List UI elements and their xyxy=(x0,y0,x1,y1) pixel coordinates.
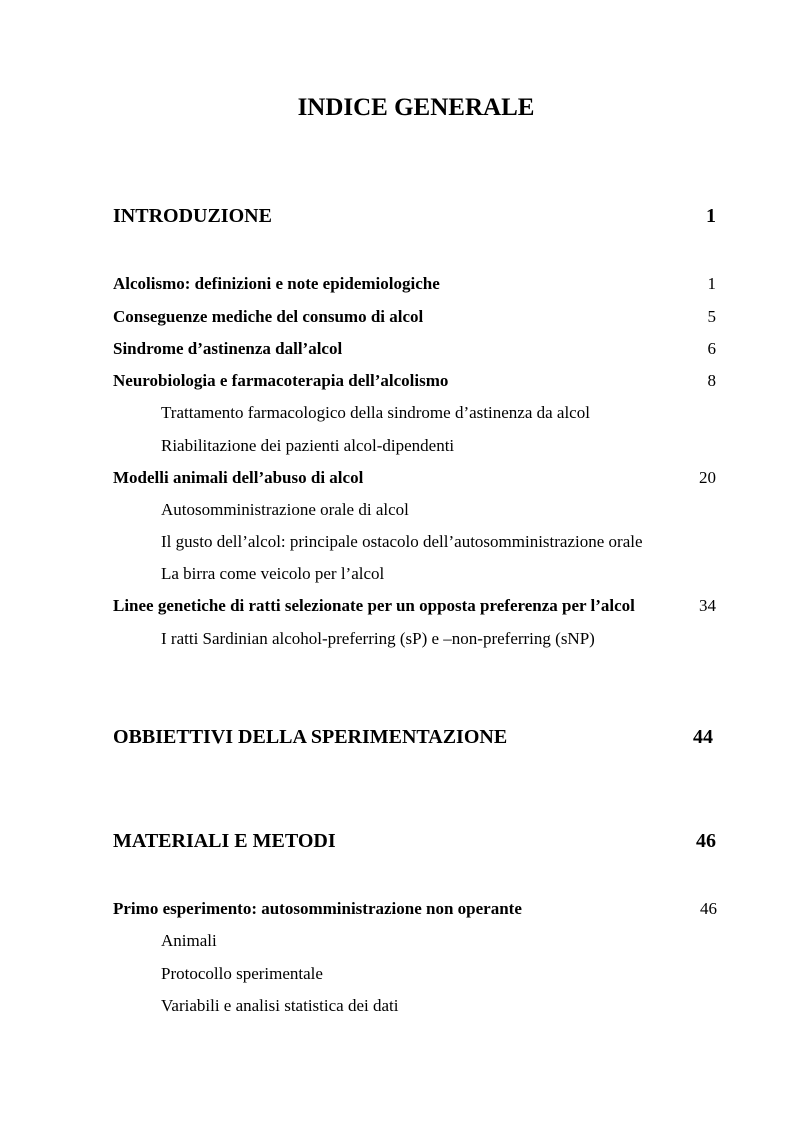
toc-subsection[interactable] xyxy=(161,531,716,553)
toc-page-number: 46 xyxy=(696,830,716,852)
toc-entry-text: Riabilitazione dei pazienti alcol-dipendenti xyxy=(161,436,455,455)
toc-subsection[interactable] xyxy=(161,402,716,424)
toc-page-number: 46 xyxy=(700,899,717,918)
toc-section[interactable] xyxy=(113,595,716,617)
toc-section[interactable] xyxy=(113,306,716,328)
toc-entry-text: Animali xyxy=(161,931,217,950)
toc-page-number: 1 xyxy=(706,205,716,227)
toc-entry-text: Sindrome d’astinenza dall’alcol xyxy=(113,339,343,358)
toc-entry-text: Il gusto dell’alcol: principale ostacolo dell’autosomministrazione orale xyxy=(161,532,643,551)
toc-subsection[interactable] xyxy=(161,995,716,1017)
toc-section[interactable] xyxy=(113,370,716,392)
toc-entry-text: Neurobiologia e farmacoterapia dell’alcolismo xyxy=(113,371,449,390)
toc-entry-text: Conseguenze mediche del consumo di alcol xyxy=(113,307,424,326)
toc-chapter[interactable] xyxy=(113,203,716,229)
toc-subsection[interactable] xyxy=(161,563,716,585)
toc-entry-text: INTRODUZIONE xyxy=(113,205,272,227)
toc-chapter[interactable] xyxy=(113,724,713,750)
toc-entry-text: I ratti Sardinian alcohol-preferring (sP) e –non-preferring (sNP) xyxy=(161,629,595,648)
toc-section[interactable] xyxy=(113,898,717,920)
toc-page-number: 6 xyxy=(707,339,716,358)
toc-page-number: 5 xyxy=(707,307,716,326)
toc-page-number: 34 xyxy=(699,596,716,615)
toc-section[interactable] xyxy=(113,273,716,295)
toc-entry-text: Linee genetiche di ratti selezionate per un opposta preferenza per l’alcol xyxy=(113,596,635,615)
toc-entry-text: MATERIALI E METODI xyxy=(113,830,336,852)
toc-entry-text: Primo esperimento: autosomministrazione non operante xyxy=(113,899,522,918)
toc-entry-text: Autosomministrazione orale di alcol xyxy=(161,500,409,519)
toc-entry-text: Trattamento farmacologico della sindrome d’astinenza da alcol xyxy=(161,403,590,422)
toc-subsection[interactable] xyxy=(161,499,716,521)
toc-section[interactable] xyxy=(113,467,716,489)
toc-page-number: 8 xyxy=(707,371,716,390)
toc-subsection[interactable] xyxy=(161,930,716,952)
page-title: INDICE GENERALE xyxy=(297,94,535,121)
toc-entry-text: Alcolismo: definizioni e note epidemiologiche xyxy=(113,274,440,293)
toc-entry-text: La birra come veicolo per l’alcol xyxy=(161,564,385,583)
toc-entry-text: Protocollo sperimentale xyxy=(161,964,323,983)
toc-page-number: 20 xyxy=(699,468,716,487)
toc-entry-text: OBBIETTIVI DELLA SPERIMENTAZIONE xyxy=(113,726,508,748)
toc-page-number: 44 xyxy=(693,726,713,748)
toc-subsection[interactable] xyxy=(161,963,716,985)
toc-entry-text: Variabili e analisi statistica dei dati xyxy=(161,996,399,1015)
toc-chapter[interactable] xyxy=(113,828,716,854)
toc-section[interactable] xyxy=(113,338,716,360)
toc-subsection[interactable] xyxy=(161,628,716,650)
toc-subsection[interactable] xyxy=(161,435,716,457)
toc-entry-text: Modelli animali dell’abuso di alcol xyxy=(113,468,364,487)
toc-page-number: 1 xyxy=(707,274,716,293)
